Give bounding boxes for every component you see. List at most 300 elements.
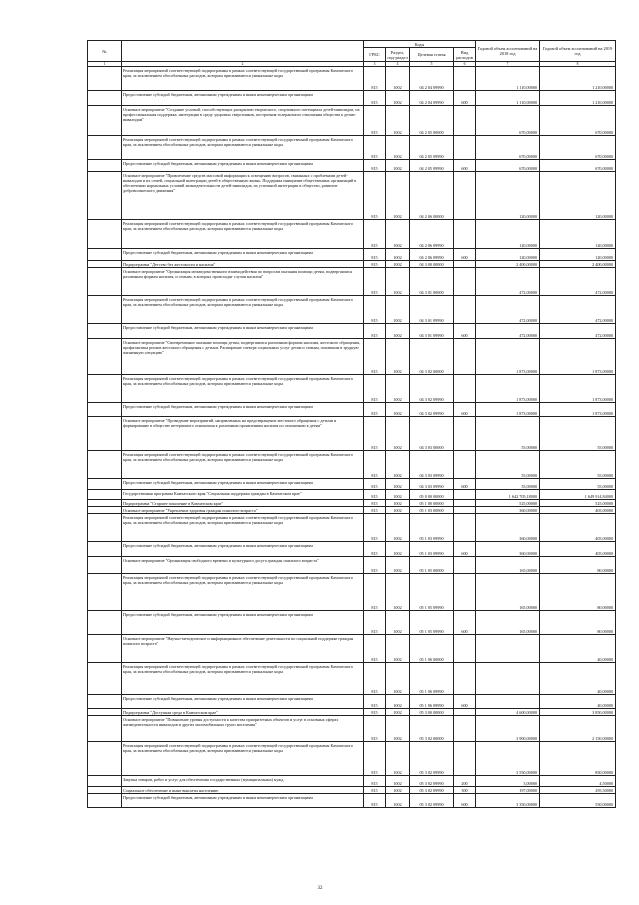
table-row (88, 574, 616, 611)
item-name: Реализация мероприятий соответствующей подпрограммы в рамках соответствующей государственной программы Камчатского края, за исключением обособленных расходов, которым присваиваются уникальные коды (122, 220, 364, 249)
table-row (88, 67, 616, 91)
expense-type-code (454, 106, 476, 136)
amount-2019: 1 649 914,84000 (540, 490, 616, 500)
amount-2019: 2 400,00000 (540, 261, 616, 268)
grbs-code: 815 (364, 507, 386, 514)
table-row (88, 635, 616, 663)
expense-type-code (454, 67, 476, 91)
target-code: 05 3 02 09990 (410, 742, 454, 776)
section-code: 1002 (386, 794, 410, 808)
target-code: 05 3 02 09990 (410, 787, 454, 794)
target-code: 04 3 01 00000 (410, 268, 454, 296)
item-name: Предоставление субсидий бюджетным, автономным учреждениям и иным некоммерческим организациям (122, 160, 364, 172)
grbs-code: 815 (364, 490, 386, 500)
target-code: 05 1 06 09990 (410, 695, 454, 709)
item-name: Основное мероприятие "Научно-методическое и информационное обеспечение деятельности по социальной поддержке граждан пожилого возраста" (122, 635, 364, 663)
page-number: 32 (317, 886, 323, 891)
table-row (88, 557, 616, 574)
grbs-code: 815 (364, 106, 386, 136)
item-name: Реализация мероприятий соответствующей подпрограммы в рамках соответствующей государственной программы Камчатского края, за исключением обособленных расходов, которым присваиваются уникальные коды (122, 67, 364, 91)
grbs-code: 815 (364, 557, 386, 574)
table-row (88, 742, 616, 776)
grbs-code: 815 (364, 451, 386, 479)
section-code: 1002 (386, 611, 410, 635)
item-name: Реализация мероприятий соответствующей подпрограммы в рамках соответствующей государственной программы Камчатского края, за исключением обособленных расходов, которым присваиваются уникальные коды (122, 296, 364, 324)
table-header (88, 41, 616, 67)
amount-2018: 165,00000 (476, 611, 540, 635)
item-name: Подпрограмма "Старшее поколение в Камчатском крае" (122, 500, 364, 507)
grbs-code: 815 (364, 574, 386, 611)
row-number (88, 91, 122, 106)
grbs-code: 815 (364, 716, 386, 742)
target-code: 05 3 00 00000 (410, 709, 454, 716)
grbs-code: 815 (364, 160, 386, 172)
name-header (122, 41, 364, 62)
target-code: 05 0 00 00000 (410, 490, 454, 500)
expense-type-code (454, 220, 476, 249)
grbs-code: 815 (364, 172, 386, 220)
target-code: 04 2 06 09990 (410, 220, 454, 249)
amount-2018: 472,00000 (476, 296, 540, 324)
target-code: 04 2 06 00000 (410, 172, 454, 220)
target-code: 05 1 05 00000 (410, 557, 454, 574)
expense-type-code: 600 (454, 611, 476, 635)
amount-2019: 80,00000 (540, 557, 616, 574)
target-code: 04 3 01 09990 (410, 324, 454, 339)
row-number (88, 220, 122, 249)
row-number (88, 507, 122, 514)
section-header: Раздел, под-раздел (387, 49, 408, 60)
amount-2019: 405,00000 (540, 542, 616, 557)
table-row (88, 787, 616, 794)
table-row (88, 403, 616, 417)
row-number (88, 296, 122, 324)
expense-type-code (454, 339, 476, 375)
expense-type-code (454, 375, 476, 403)
column-index: 5 (410, 62, 454, 67)
expense-type-code: 600 (454, 160, 476, 172)
grbs-code: 815 (364, 709, 386, 716)
table-row (88, 542, 616, 557)
column-index: 7 (476, 62, 540, 67)
amount-2019: 850,00000 (540, 742, 616, 776)
section-code: 1002 (386, 514, 410, 542)
table-row (88, 417, 616, 451)
amount-2018: 1 873,00000 (476, 339, 540, 375)
row-number (88, 716, 122, 742)
amount-2019: 40,00000 (540, 635, 616, 663)
item-name: Предоставление субсидий бюджетным, автономным учреждениям и иным некоммерческим организациям (122, 403, 364, 417)
table-row (88, 220, 616, 249)
amount-2018 (476, 663, 540, 695)
section-code: 1002 (386, 776, 410, 787)
row-number (88, 479, 122, 490)
item-name: Основное мероприятие "Своевременное оказание помощи детям, подвергшимся различным формам насилия, жестокого обращения, профилактика рисков жестокого обращения с детьми. Расширение спектра социальных услуг детям и семьям, попавшим в трудную жизненную ситуацию" (122, 339, 364, 375)
table-row (88, 663, 616, 695)
target-code: 04 2 04 09990 (410, 67, 454, 91)
amount-2019: 1 210,00000 (540, 91, 616, 106)
amount-2019: 1 873,00000 (540, 339, 616, 375)
expense-type-code: 600 (454, 479, 476, 490)
amount-2018: 670,00000 (476, 160, 540, 172)
amount-2019: 670,00000 (540, 106, 616, 136)
target-code: 05 1 05 09990 (410, 611, 454, 635)
grbs-code: 815 (364, 268, 386, 296)
grbs-code: 815 (364, 500, 386, 507)
table-row (88, 91, 616, 106)
table-row (88, 249, 616, 261)
row-number (88, 574, 122, 611)
table-row (88, 172, 616, 220)
expense-type-code (454, 417, 476, 451)
row-number (88, 67, 122, 91)
amount-2019: 4,50000 (540, 776, 616, 787)
grbs-code: 815 (364, 261, 386, 268)
amount-2019: 120,00000 (540, 220, 616, 249)
item-name: Основное мероприятие "Организация свободного времени и культурного досуга граждан пожилого возраста" (122, 557, 364, 574)
item-name: Реализация мероприятий соответствующей подпрограммы в рамках соответствующей государственной программы Камчатского края, за исключением обособленных расходов, которым присваиваются уникальные коды (122, 136, 364, 160)
target-header: Целевая статья (410, 48, 454, 62)
row-number (88, 557, 122, 574)
item-name: Основное мероприятие "Создание условий, способствующих раскрытию творческого, спортивного потенциала детей-инвалидов, их профессиональная поддержка, интеграция в среду здоровых сверстников, построения толерантного отношения общества к детям-инвалидам" (122, 106, 364, 136)
section-code: 1002 (386, 417, 410, 451)
table-row (88, 261, 616, 268)
target-code: 05 1 03 00000 (410, 507, 454, 514)
target-code: 05 1 03 09990 (410, 514, 454, 542)
amount-2019: 3 850,00000 (540, 709, 616, 716)
section-code: 1002 (386, 296, 410, 324)
grbs-code: 815 (364, 296, 386, 324)
expense-type-code: 600 (454, 249, 476, 261)
table-row (88, 451, 616, 479)
table-row (88, 695, 616, 709)
section-code: 1002 (386, 716, 410, 742)
expense-type-code (454, 663, 476, 695)
year-2018-header: Годовой объем ассигнований на 2018 год (476, 41, 540, 62)
grbs-code: 815 (364, 403, 386, 417)
amount-2019: 40,00000 (540, 663, 616, 695)
item-name: Предоставление субсидий бюджетным, автономным учреждениям и иным некоммерческим организациям (122, 695, 364, 709)
target-code: 04 2 05 00000 (410, 106, 454, 136)
table-body (88, 67, 616, 808)
target-code: 04 2 06 09990 (410, 249, 454, 261)
row-number (88, 787, 122, 794)
grbs-code: 815 (364, 787, 386, 794)
section-code: 1002 (386, 542, 410, 557)
row-number (88, 451, 122, 479)
amount-2018 (476, 635, 540, 663)
section-code: 1002 (386, 220, 410, 249)
amount-2019: 80,00000 (540, 611, 616, 635)
item-name: Предоставление субсидий бюджетным, автономным учреждениям и иным некоммерческим организациям (122, 479, 364, 490)
grbs-code: 815 (364, 742, 386, 776)
amount-2018: 525,00000 (476, 500, 540, 507)
expense-type-code (454, 500, 476, 507)
item-name: Реализация мероприятий соответствующей подпрограммы в рамках соответствующей государственной программы Камчатского края, за исключением обособленных расходов, которым присваиваются уникальные коды (122, 663, 364, 695)
table-row (88, 106, 616, 136)
amount-2018: 3 550,00000 (476, 742, 540, 776)
row-number (88, 172, 122, 220)
column-index: 3 (364, 62, 386, 67)
expense-type-code: 600 (454, 542, 476, 557)
item-name: Предоставление субсидий бюджетным, автономным учреждениям и иным некоммерческим организациям (122, 324, 364, 339)
expense-type-code: 600 (454, 403, 476, 417)
amount-2018: 670,00000 (476, 106, 540, 136)
amount-2018: 55,00000 (476, 479, 540, 490)
target-code: 05 1 00 00000 (410, 500, 454, 507)
item-name: Основное мероприятие "Организация межведомственного взаимодействия по вопросам оказания помощи детям, подвергшимся различным формам насилия, и семьям, в которых происходят случаи насилия" (122, 268, 364, 296)
row-number (88, 375, 122, 403)
amount-2018: 120,00000 (476, 172, 540, 220)
table-row (88, 794, 616, 808)
grbs-code: 815 (364, 91, 386, 106)
table-row (88, 479, 616, 490)
grbs-header: ГРБС (364, 48, 386, 62)
amount-2018: 360,00000 (476, 542, 540, 557)
grbs-code: 815 (364, 479, 386, 490)
section-code: 1002 (386, 136, 410, 160)
expense-type-code (454, 507, 476, 514)
num-header: № (88, 41, 122, 62)
amount-2019: 1 873,00000 (540, 375, 616, 403)
expense-type-code (454, 136, 476, 160)
section-code: 1002 (386, 172, 410, 220)
grbs-code: 815 (364, 67, 386, 91)
expense-type-code: 600 (454, 794, 476, 808)
section-code: 1002 (386, 160, 410, 172)
section-code: 1002 (386, 663, 410, 695)
grbs-code: 815 (364, 663, 386, 695)
amount-2018: 2 400,00000 (476, 261, 540, 268)
table-row (88, 296, 616, 324)
section-code: 1002 (386, 67, 410, 91)
target-code: 04 3 02 09990 (410, 375, 454, 403)
item-name: Государственная программа Камчатского края "Социальная поддержка граждан в Камчатском крае" (122, 490, 364, 500)
grbs-code: 815 (364, 635, 386, 663)
column-index: 2 (122, 62, 364, 67)
grbs-code: 815 (364, 324, 386, 339)
row-number (88, 794, 122, 808)
expense-type-code: 600 (454, 324, 476, 339)
row-number (88, 514, 122, 542)
amount-2019: 472,00000 (540, 296, 616, 324)
target-code: 04 3 02 00000 (410, 339, 454, 375)
expense-type-code: 600 (454, 695, 476, 709)
target-code: 04 3 01 09990 (410, 296, 454, 324)
table-row (88, 776, 616, 787)
target-code: 04 2 04 09990 (410, 91, 454, 106)
row-number (88, 106, 122, 136)
amount-2018: 4 600,00000 (476, 709, 540, 716)
amount-2019: 120,00000 (540, 249, 616, 261)
amount-2019: 55,00000 (540, 451, 616, 479)
table-row (88, 507, 616, 514)
amount-2019: 55,00000 (540, 479, 616, 490)
row-number (88, 417, 122, 451)
section-code: 1002 (386, 490, 410, 500)
expense-type-code: 300 (454, 787, 476, 794)
section-code: 1002 (386, 635, 410, 663)
grbs-code: 815 (364, 136, 386, 160)
section-code: 1002 (386, 403, 410, 417)
expense-type-code (454, 268, 476, 296)
grbs-code: 815 (364, 776, 386, 787)
row-number (88, 663, 122, 695)
amount-2018: 1 642 705,18000 (476, 490, 540, 500)
table-row (88, 514, 616, 542)
item-name: Реализация мероприятий соответствующей подпрограммы в рамках соответствующей государственной программы Камчатского края, за исключением обособленных расходов, которым присваиваются уникальные коды (122, 451, 364, 479)
table-row (88, 268, 616, 296)
target-code: 04 2 05 09990 (410, 160, 454, 172)
row-number (88, 324, 122, 339)
item-name: Подпрограмма "Доступная среда в Камчатском крае" (122, 709, 364, 716)
amount-2019: 525,00000 (540, 500, 616, 507)
row-number (88, 695, 122, 709)
item-name: Подпрограмма "Детство без жестокости и насилия" (122, 261, 364, 268)
grbs-code: 815 (364, 695, 386, 709)
section-code: 1002 (386, 324, 410, 339)
item-name: Предоставление субсидий бюджетным, автономным учреждениям и иным некоммерческим организациям (122, 249, 364, 261)
section-code: 1002 (386, 91, 410, 106)
table-row (88, 160, 616, 172)
amount-2018: 360,00000 (476, 507, 540, 514)
section-code: 1002 (386, 574, 410, 611)
section-code: 1002 (386, 742, 410, 776)
section-code: 1002 (386, 787, 410, 794)
amount-2018: 120,00000 (476, 249, 540, 261)
target-code: 05 3 02 00000 (410, 716, 454, 742)
row-number (88, 709, 122, 716)
target-code: 05 1 05 09990 (410, 574, 454, 611)
amount-2019: 670,00000 (540, 136, 616, 160)
amount-2019: 405,00000 (540, 514, 616, 542)
expense-type-code (454, 574, 476, 611)
expense-type-code (454, 490, 476, 500)
table-row (88, 709, 616, 716)
item-name: Реализация мероприятий соответствующей подпрограммы в рамках соответствующей государственной программы Камчатского края, за исключением обособленных расходов, которым присваиваются уникальные коды (122, 375, 364, 403)
amount-2019: 472,00000 (540, 268, 616, 296)
year-2019-header: Годовой объем ассигнований на 2019 год (540, 41, 616, 62)
expense-type-code (454, 716, 476, 742)
column-index: 6 (454, 62, 476, 67)
expense-type-code (454, 514, 476, 542)
expense-type-code (454, 709, 476, 716)
item-name: Реализация мероприятий соответствующей подпрограммы в рамках соответствующей государственной программы Камчатского края, за исключением обособленных расходов, которым присваиваются уникальные коды (122, 514, 364, 542)
amount-2018: 165,00000 (476, 574, 540, 611)
expense-type-code (454, 261, 476, 268)
amount-2018: 1 873,00000 (476, 375, 540, 403)
item-name: Закупка товаров, работ и услуг для обеспечения государственных (муниципальных) нужд (122, 776, 364, 787)
target-code: 04 2 05 09990 (410, 136, 454, 160)
table-row (88, 324, 616, 339)
grbs-code: 815 (364, 339, 386, 375)
section-code: 1002 (386, 106, 410, 136)
target-code: 05 1 06 00000 (410, 635, 454, 663)
amount-2019: 80,00000 (540, 574, 616, 611)
grbs-code: 815 (364, 611, 386, 635)
budget-table (87, 40, 616, 808)
section-code: 1002 (386, 451, 410, 479)
expense-type-code (454, 451, 476, 479)
item-name: Реализация мероприятий соответствующей подпрограммы в рамках соответствующей государственной программы Камчатского края, за исключением обособленных расходов, которым присваиваются уникальные коды (122, 574, 364, 611)
amount-2018: 3,00000 (476, 776, 540, 787)
amount-2018: 3 900,00000 (476, 716, 540, 742)
row-number (88, 268, 122, 296)
table-row (88, 375, 616, 403)
expense-type-code (454, 296, 476, 324)
target-code: 04 3 02 09990 (410, 403, 454, 417)
row-number (88, 500, 122, 507)
row-number (88, 339, 122, 375)
section-code: 1002 (386, 709, 410, 716)
row-number (88, 611, 122, 635)
target-code: 04 3 03 09990 (410, 479, 454, 490)
item-name: Предоставление субсидий бюджетным, автономным учреждениям и иным некоммерческим организациям (122, 91, 364, 106)
amount-2018: 55,00000 (476, 451, 540, 479)
amount-2018: 1 110,00000 (476, 91, 540, 106)
section-code: 1002 (386, 479, 410, 490)
row-number (88, 261, 122, 268)
grbs-code: 815 (364, 249, 386, 261)
amount-2018: 1 110,00000 (476, 67, 540, 91)
item-name: Предоставление субсидий бюджетным, автономным учреждениям и иным некоммерческим организациям (122, 794, 364, 808)
section-code: 1002 (386, 261, 410, 268)
item-name: Основное мероприятие "Привлечение средств массовой информации к освещению вопросов, связанных с проблемами детей-инвалидов и их семей, социальной интеграции детей в общественную жизнь. Поддержка инициатив общественных организаций в обеспечении нормальных условий жизнедеятельности детей-инвалидов, их успешной интеграции в общество, развитие добровольческого движения" (122, 172, 364, 220)
amount-2019: 2 150,00000 (540, 716, 616, 742)
target-code: 05 3 02 09990 (410, 794, 454, 808)
target-code: 05 1 03 09990 (410, 542, 454, 557)
budget-table-page (87, 40, 615, 808)
target-code: 04 3 03 00000 (410, 417, 454, 451)
codes-header: Коды (364, 41, 476, 48)
table-row (88, 490, 616, 500)
row-number (88, 249, 122, 261)
amount-2018: 3 350,00000 (476, 794, 540, 808)
amount-2019: 120,00000 (540, 172, 616, 220)
section-code: 1002 (386, 507, 410, 514)
grbs-code: 815 (364, 794, 386, 808)
item-name: Основное мероприятие "Укрепление здоровья граждан пожилого возраста" (122, 507, 364, 514)
target-code: 04 3 03 09990 (410, 451, 454, 479)
grbs-code: 815 (364, 514, 386, 542)
item-name: Предоставление субсидий бюджетным, автономным учреждениям и иным некоммерческим организациям (122, 542, 364, 557)
amount-2019: 1 210,00000 (540, 67, 616, 91)
amount-2019: 55,00000 (540, 417, 616, 451)
expense-type-code (454, 635, 476, 663)
target-code: 05 1 06 09990 (410, 663, 454, 695)
amount-2018: 670,00000 (476, 136, 540, 160)
amount-2019: 405,00000 (540, 507, 616, 514)
row-number (88, 160, 122, 172)
column-index: 1 (88, 62, 122, 67)
target-code: 04 3 00 00000 (410, 261, 454, 268)
grbs-code: 815 (364, 542, 386, 557)
row-number (88, 542, 122, 557)
grbs-code: 815 (364, 220, 386, 249)
grbs-code: 815 (364, 417, 386, 451)
section-code: 1002 (386, 339, 410, 375)
section-code: 1002 (386, 375, 410, 403)
expense-type-code: 600 (454, 91, 476, 106)
amount-2018: 472,00000 (476, 268, 540, 296)
expense-type-code (454, 742, 476, 776)
row-number (88, 136, 122, 160)
section-code: 1002 (386, 695, 410, 709)
amount-2018: 1 873,00000 (476, 403, 540, 417)
amount-2019: 550,00000 (540, 794, 616, 808)
amount-2019: 40,00000 (540, 695, 616, 709)
item-name: Социальное обеспечение и иные выплаты населению (122, 787, 364, 794)
